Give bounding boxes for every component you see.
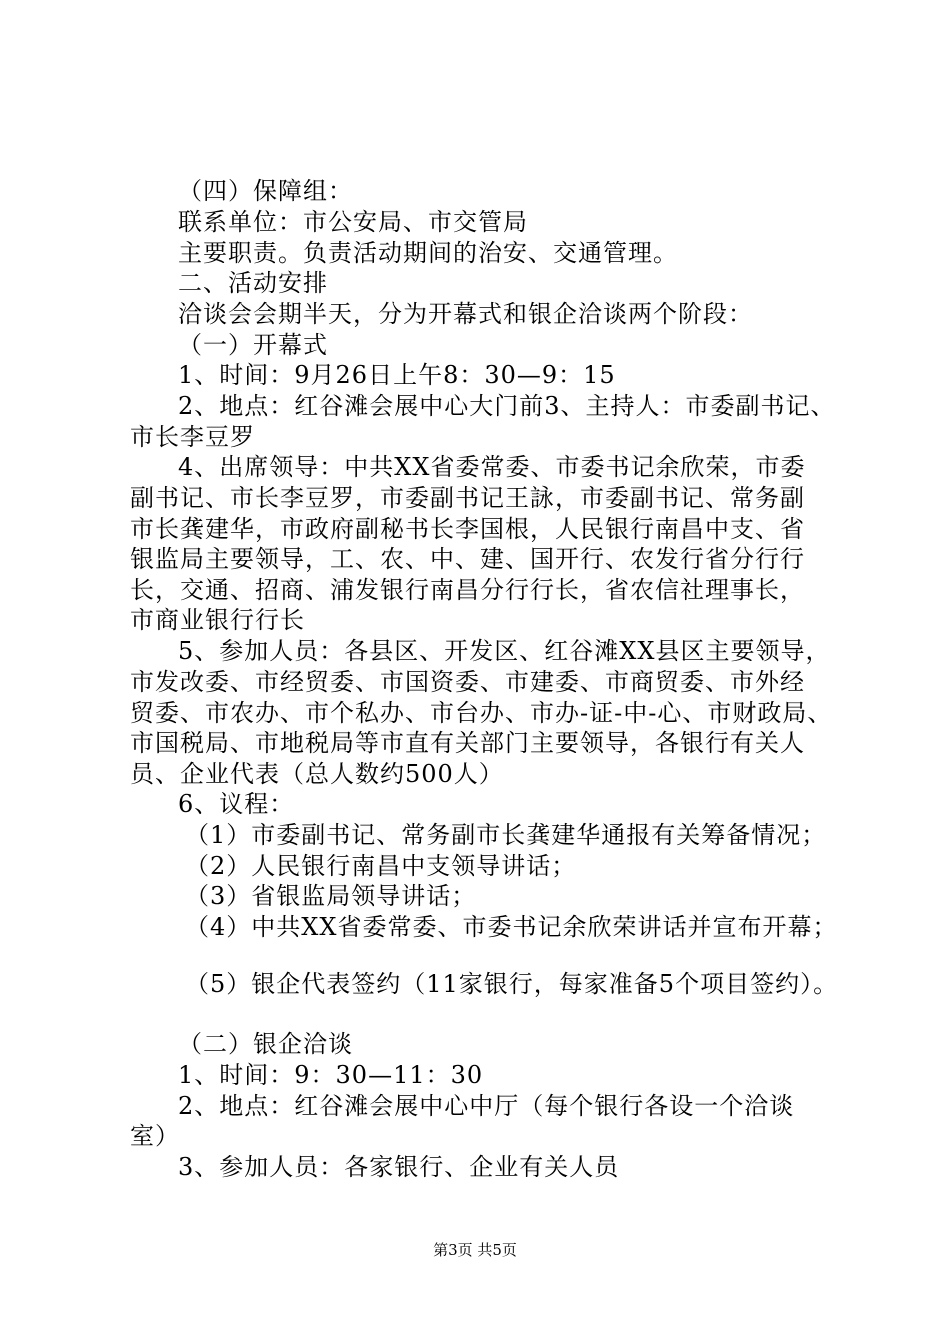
paragraph-line: 市商业银行行长 bbox=[130, 606, 305, 634]
section-heading: 二、活动安排 bbox=[178, 269, 328, 297]
paragraph-line: 联系单位：市公安局、市交管局 bbox=[178, 208, 528, 236]
paragraph-line: 市长李豆罗 bbox=[130, 423, 255, 451]
paragraph-line: 2、地点：红谷滩会展中心中厅（每个银行各设一个洽谈 bbox=[178, 1092, 795, 1120]
paragraph-line: 长，交通、招商、浦发银行南昌分行行长，省农信社理事长， bbox=[130, 576, 805, 604]
agenda-item: （4）中共XX省委常委、市委书记余欣荣讲话并宣布开幕； bbox=[185, 913, 838, 941]
paragraph-line: 市长龚建华，市政府副秘书长李国根，人民银行南昌中支、省 bbox=[130, 515, 805, 543]
section-heading: （二）银企洽谈 bbox=[178, 1030, 353, 1058]
paragraph-line: 副书记、市长李豆罗，市委副书记王詠，市委副书记、常务副 bbox=[130, 484, 805, 512]
agenda-item: （5）银企代表签约（11家银行，每家准备5个项目签约）。 bbox=[185, 970, 839, 998]
paragraph-line: 贸委、市农办、市个私办、市台办、市办-证-中-心、市财政局、 bbox=[130, 699, 833, 727]
paragraph-line: 5、参加人员：各县区、开发区、红谷滩XX县区主要领导， bbox=[178, 637, 831, 665]
paragraph-line: 2、地点：红谷滩会展中心大门前3、主持人：市委副书记、 bbox=[178, 392, 836, 420]
paragraph-line: 银监局主要领导，工、农、中、建、国开行、农发行省分行行 bbox=[130, 545, 805, 573]
section-heading: （一）开幕式 bbox=[178, 331, 328, 359]
paragraph-line: 员、企业代表（总人数约500人） bbox=[130, 760, 504, 788]
paragraph-line: 主要职责。负责活动期间的治安、交通管理。 bbox=[178, 239, 678, 267]
paragraph-line: 市国税局、市地税局等市直有关部门主要领导，各银行有关人 bbox=[130, 729, 805, 757]
paragraph-line: 室） bbox=[130, 1122, 180, 1150]
paragraph-line: 6、议程： bbox=[178, 790, 295, 818]
paragraph-line: 3、参加人员：各家银行、企业有关人员 bbox=[178, 1153, 620, 1181]
paragraph-line: 4、出席领导：中共XX省委常委、市委书记余欣荣，市委 bbox=[178, 453, 806, 481]
paragraph-line: 1、时间：9：30—11：30 bbox=[178, 1061, 484, 1089]
paragraph-line: 洽谈会会期半天，分为开幕式和银企洽谈两个阶段： bbox=[178, 300, 753, 328]
paragraph-line: 市发改委、市经贸委、市国资委、市建委、市商贸委、市外经 bbox=[130, 668, 805, 696]
section-heading: （四）保障组： bbox=[178, 177, 353, 205]
agenda-item: （1）市委副书记、常务副市长龚建华通报有关筹备情况； bbox=[185, 821, 827, 849]
agenda-item: （2）人民银行南昌中支领导讲话； bbox=[185, 852, 577, 880]
page-number-footer: 第3页 共5页 bbox=[433, 1241, 517, 1259]
agenda-item: （3）省银监局领导讲话； bbox=[185, 882, 477, 910]
paragraph-line: 1、时间：9月26日上午8：30—9：15 bbox=[178, 361, 616, 389]
